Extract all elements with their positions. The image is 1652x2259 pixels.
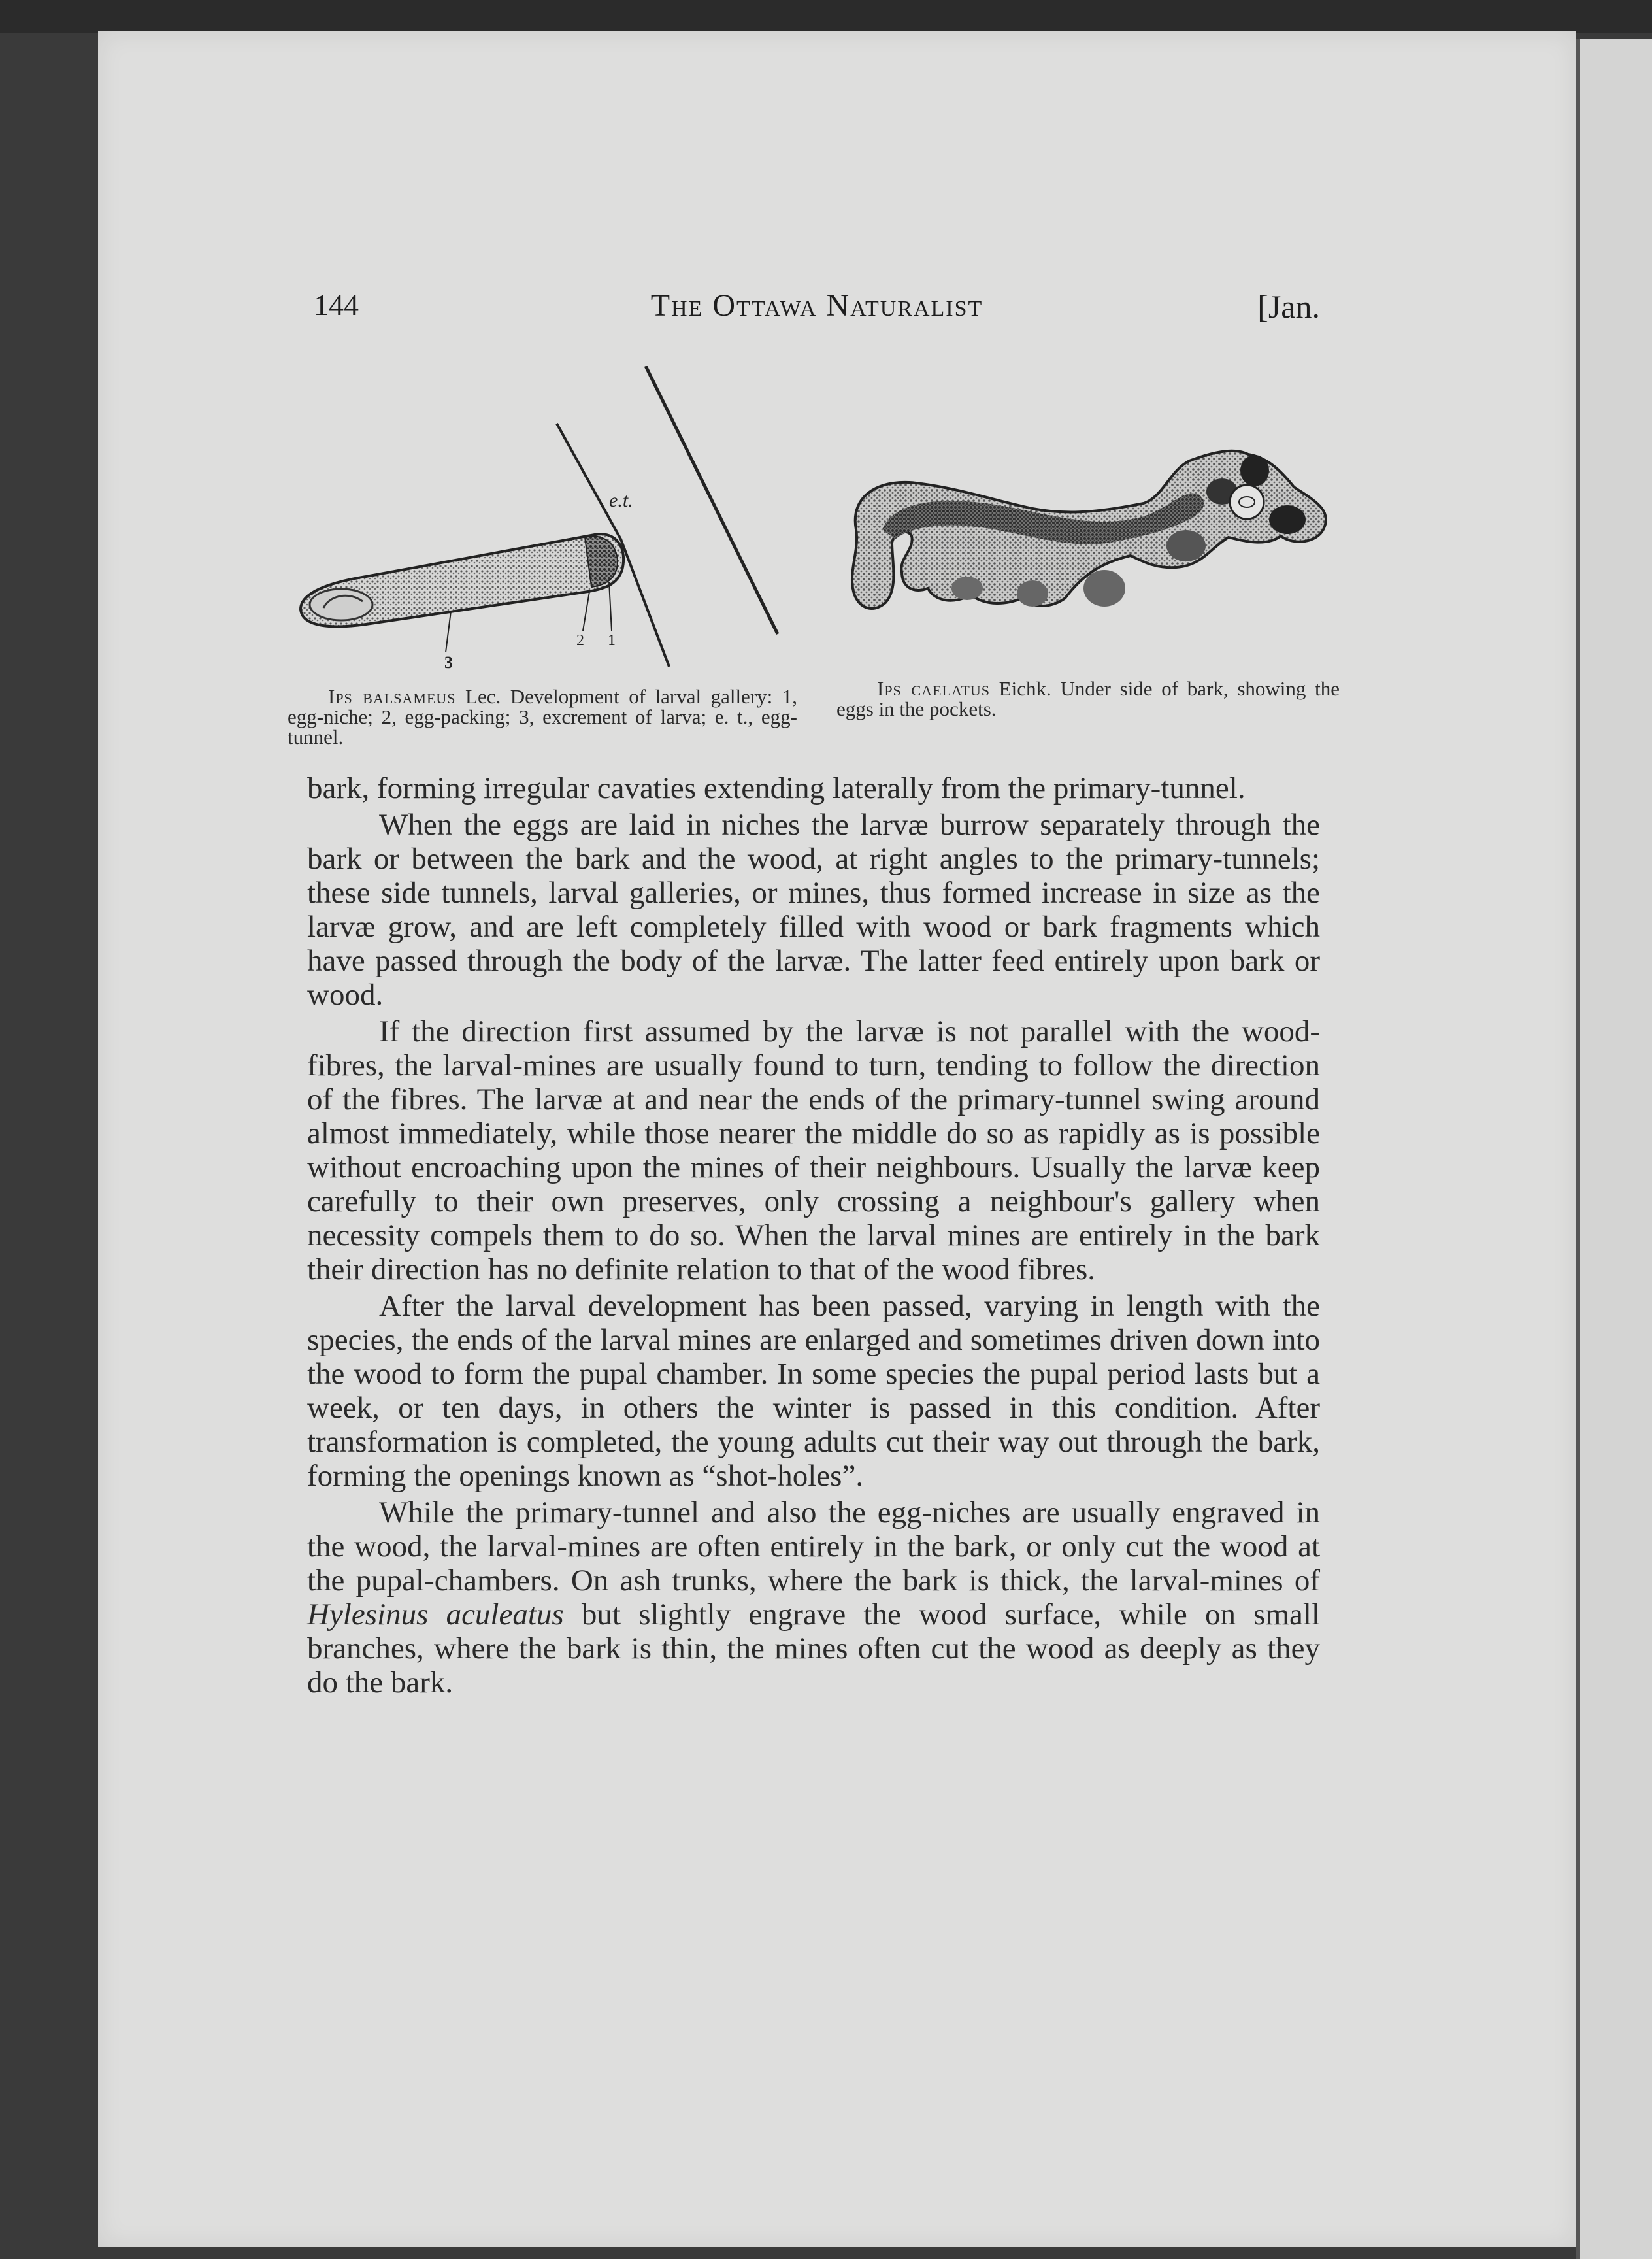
egg-tunnel-line-right [621,539,669,667]
running-header [314,288,1320,340]
caption-text: Eichk. Under side of bark, showing the eggs in the pockets. [836,677,1340,720]
figure-caption-right [836,678,1340,719]
paragraph: After the larval development has been passed, varying in length with the species, the ends of the larval mines are enlarged and sometimes driven down into the wood to form the pupal chamber. In some species the pupal period lasts but a week, or ten days, in others the winter is passed in this condition. After transformation is completed, the young adults cut their way out through the bark, forming the openings known as “shot-holes”. [307,1289,1320,1493]
egg-pocket [1083,570,1125,607]
paragraph-text: but slightly engrave the wood surface, while on small branches, where the bark is thin, the mines often cut the wood as deeply as they do the bark. [307,1598,1320,1699]
issue-month: [Jan. [1257,288,1320,325]
figure-caption-left [288,686,797,747]
label-egg-tunnel: e.t. [609,490,633,511]
egg-pocket [1017,580,1048,607]
paragraph: bark, forming irregular cavaties extending laterally from the primary-tunnel. [307,771,1246,805]
caption-text: Lec. Development of larval gallery: 1, egg-niche; 2, egg-packing; 3, excrement of larva; e. t., egg-tunnel. [288,685,797,748]
caption-species: Ips caelatus [877,677,990,700]
label-1: 1 [608,632,616,649]
facing-page-edge [1576,39,1652,2259]
species-name: Hylesinus aculeatus [307,1598,564,1632]
egg-pocket [1240,455,1269,486]
egg-pocket [1269,505,1306,534]
label-2: 2 [576,632,584,649]
article-body [307,771,1320,1702]
caption-species: Ips balsameus [328,685,456,708]
figure-ips-balsameus [288,366,797,680]
bark-edge-line [646,366,778,634]
egg-pocket [951,577,983,600]
figure-ips-caelatus [836,431,1346,667]
paragraph [307,1496,1320,1699]
paragraph: If the direction first assumed by the larvæ is not parallel with the wood-fibres, the larval-mines are usually found to turn, tending to follow the direction of the fibres. The larvæ at and near the ends of the primary-tunnel swing around almost immediately, while those nearer the middle do so as rapidly as is possible without encroaching upon the mines of their neighbours. Usually the larvæ keep carefully to their own preserves, only crossing a neighbour's gallery when necessity compels them to do so. When the larval mines are entirely in the bark their direction has no definite relation to that of the wood fibres. [307,1014,1320,1286]
egg-pocket-open [1230,485,1264,519]
paragraph: When the eggs are laid in niches the larvæ burrow separately through the bark or between the bark and the wood, at right angles to the primary-tunnels; these side tunnels, larval galleries, or mines, thus formed increase in size as the larvæ grow, and are left completely filled with wood or bark fragments which have passed through the body of the larvæ. The latter feed entirely upon bark or wood. [307,808,1320,1012]
egg-pocket [1166,530,1206,561]
journal-title: The Ottawa Naturalist [650,288,983,323]
scan-border-top [0,0,1652,33]
page-number: 144 [314,288,359,322]
egg-niche [310,589,372,620]
label-3: 3 [444,653,453,672]
egg-tunnel-line-left [557,424,621,539]
paragraph-text: While the primary-tunnel and also the egg-niches are usually engraved in the wood, the larval-mines are often entirely in the bark, or only cut the wood at the pupal-chambers. On ash trunks, where the bark is thick, the larval-mines of [307,1496,1320,1598]
